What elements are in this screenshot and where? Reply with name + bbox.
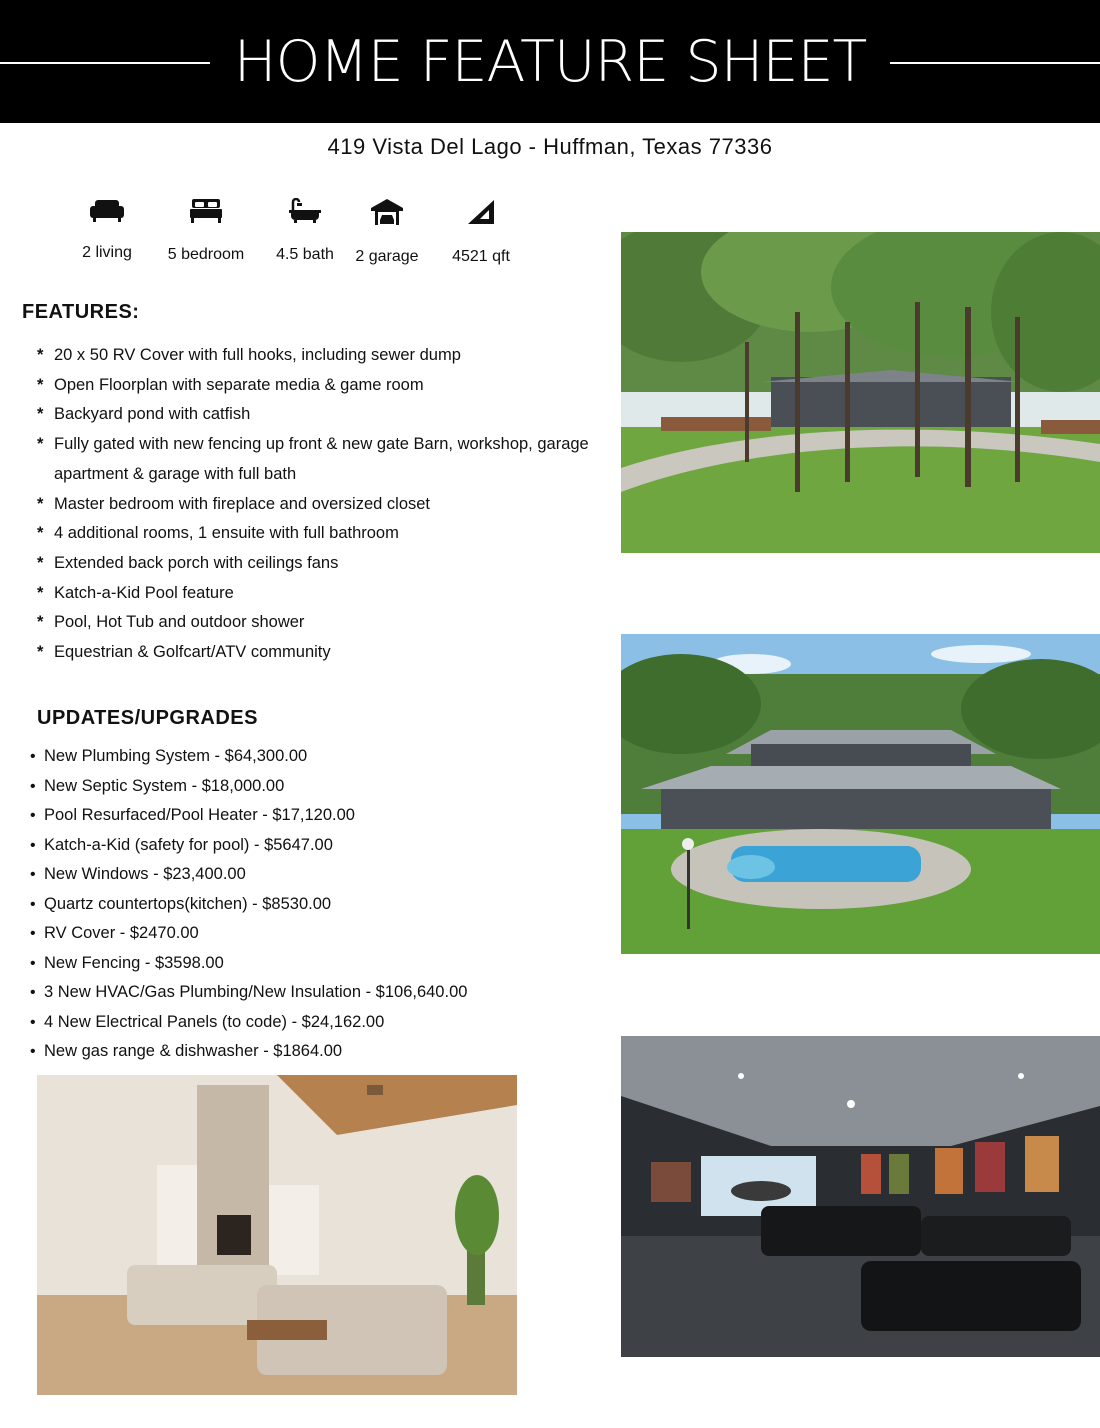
photo-backyard-pool [621,634,1100,954]
list-item: * Pool, Hot Tub and outdoor shower [37,613,305,632]
updates-list [30,742,467,1067]
bed-icon [189,198,223,224]
features-heading: FEATURES: [22,301,140,323]
list-item: • New Fencing - $3598.00 [30,953,224,972]
header-rule-left [0,62,210,64]
list-item: • Katch-a-Kid (safety for pool) - $5647.00 [30,835,333,854]
list-item: • Quartz countertops(kitchen) - $8530.00 [30,894,332,913]
page-title: HOME FEATURE SHEET [233,29,867,95]
stat-label: 4521 qft [452,248,510,265]
list-item: • New Plumbing System - $64,300.00 [30,747,308,765]
list-item: * Master bedroom with fireplace and oversized closet [37,494,431,513]
list-item: * 4 additional rooms, 1 ensuite with full bathroom [37,524,399,543]
square-footage-icon [466,198,496,226]
photo-media-room [621,1036,1100,1357]
list-item: • New gas range & dishwasher - $1864.00 [30,1042,343,1060]
stat-living [62,198,152,262]
updates-heading: UPDATES/UPGRADES [37,707,258,729]
features-list [37,341,597,668]
list-item: • New Septic System - $18,000.00 [30,776,285,795]
stat-label: 5 bedroom [167,246,245,263]
sofa-icon [89,198,125,222]
garage-icon [370,198,404,226]
property-address: 419 Vista Del Lago - Huffman, Texas 77336 [327,134,773,159]
list-item: • 3 New HVAC/Gas Plumbing/New Insulation - $106,640.00 [30,983,468,1001]
header-rule-right [890,62,1100,64]
stat-label: 2 living [82,244,132,261]
list-item: * 20 x 50 RV Cover with full hooks, including sewer dump [37,346,461,364]
list-item: * Katch-a-Kid Pool feature [37,583,234,602]
list-item: * Equestrian & Golfcart/ATV community [37,643,331,662]
list-item: * Fully gated with new fencing up front & new gate Barn, workshop, garage apartment & garage with full bath [37,435,589,483]
list-item: • Pool Resurfaced/Pool Heater - $17,120.00 [30,806,355,824]
photo-living-room [37,1075,517,1395]
header-banner [0,0,1100,123]
list-item: • New Windows - $23,400.00 [30,865,246,883]
stat-bedroom [161,198,251,264]
list-item: • RV Cover - $2470.00 [30,924,199,942]
stat-square-footage [436,198,526,266]
stat-garage [342,198,432,266]
photo-exterior-front [621,232,1100,553]
stat-label: 2 garage [355,248,419,265]
stat-bath [260,198,350,264]
list-item: * Extended back porch with ceilings fans [37,553,339,572]
list-item: * Open Floorplan with separate media & game room [37,375,424,394]
list-item: * Backyard pond with catfish [37,405,251,424]
list-item: • 4 New Electrical Panels (to code) - $24,162.00 [30,1012,385,1031]
bathtub-icon [288,198,322,224]
stat-label: 4.5 bath [276,246,334,263]
